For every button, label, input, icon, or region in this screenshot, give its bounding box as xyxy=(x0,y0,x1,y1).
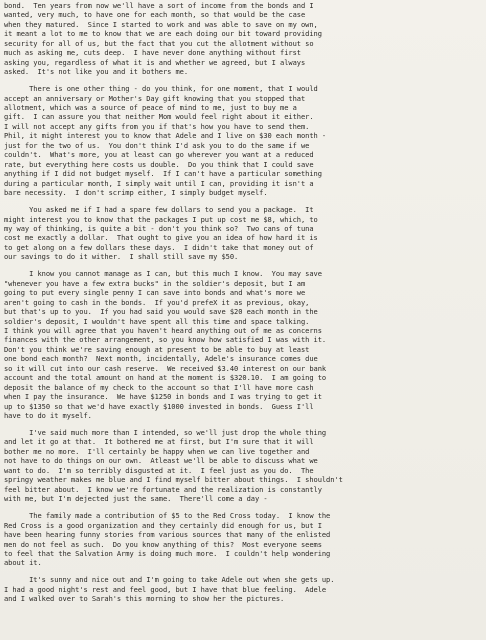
letter-line: so it will cut into our cash reserve. We received $3.40 interest on our bank xyxy=(4,363,327,373)
letter-line: I know you cannot manage as I can, but this much I know. You may save xyxy=(4,269,322,279)
letter-line: allotment, which was a source of peace of mind to me, just to buy me a xyxy=(4,103,297,113)
letter-line: "whenever you have a few extra bucks" in the soldier's deposit, but I am xyxy=(4,278,306,288)
letter-line: rate, but everything here costs us double. Do you think that I could save xyxy=(4,159,314,169)
letter-paragraph xyxy=(4,205,480,262)
letter-line: might interest you to know that the packages I put up cost me $8, which, to xyxy=(4,214,318,224)
letter-paragraph xyxy=(4,84,480,197)
letter-line: finances with the other arrangement, so you know how satisfied I was with it. xyxy=(4,335,327,345)
letter-line: wanted, very much, to have one for each month, so that would be the case xyxy=(4,10,306,20)
letter-line: much as asking me, cuts deep. I have never done anything without first xyxy=(4,48,301,58)
letter-line: aren't going to cash in the bonds. If you'd prefeX it as previous, okay, xyxy=(4,297,310,307)
letter-line: and I walked over to Sarah's this morning to show her the pictures. xyxy=(4,594,285,604)
letter-line: going to put every single penny I can save into bonds and what's more we xyxy=(4,288,306,298)
letter-line: just for the two of us. You don't think I'd ask you to do the same if we xyxy=(4,140,310,150)
letter-body xyxy=(4,1,480,604)
letter-line: The family made a contribution of $5 to the Red Cross today. I know the xyxy=(4,511,331,521)
letter-line: security for all of us, but the fact that you cut the allotment without so xyxy=(4,38,314,48)
letter-line: anything if I did not budget myself. If I can't have a particular something xyxy=(4,169,322,179)
letter-paragraph xyxy=(4,1,480,77)
letter-line: I will not accept any gifts from you if that's how you have to send them. xyxy=(4,121,310,131)
letter-line: and let it go at that. It bothered me at first, but I'm sure that it will xyxy=(4,437,314,447)
letter-line: account and the total amount on hand at the moment is $320.10. I am going to xyxy=(4,373,327,383)
letter-line: gift. I can assure you that neither Mom would feel right about it either. xyxy=(4,112,314,122)
letter-line: It's sunny and nice out and I'm going to take Adele out when she gets up. xyxy=(4,575,335,585)
letter-line: accept an anniversary or Mother's Day gift knowing that you stopped that xyxy=(4,93,306,103)
letter-line: my way of thinking, is quite a bit - don't you think so? Two cans of tuna xyxy=(4,223,314,233)
letter-line: men do not feel as such. Do you know anything of this? Most everyone seems xyxy=(4,539,322,549)
letter-line: bare necessity. I don't scrimp either, I simply budget myself. xyxy=(4,188,268,198)
letter-line: I think you will agree that you haven't heard anything out of me as concerns xyxy=(4,326,322,335)
letter-line: soldier's deposit, I wouldn't have spent all this time and space talking. xyxy=(4,316,310,326)
letter-paragraph xyxy=(4,575,480,603)
letter-line: when they matured. Since I started to work and was able to save on my own, xyxy=(4,19,318,29)
letter-line: one bond each month? Next month, incidentally, Adele's insurance comes due xyxy=(4,354,318,364)
letter-line: not have to do things on our own. Atleast we'll be able to discuss what we xyxy=(4,456,318,466)
letter-line: up to $1350 so that we'd have exactly $1000 invested in bonds. Guess I'll xyxy=(4,401,314,411)
letter-line: asked. It's not like you and it bothers me. xyxy=(4,67,189,77)
letter-line: I had a good night's rest and feel good, but I have that blue feeling. Adele xyxy=(4,584,327,594)
letter-line: about it. xyxy=(4,558,42,568)
letter-paragraph xyxy=(4,511,480,568)
letter-line: Phil, it might interest you to know that Adele and I live on $30 each month - xyxy=(4,131,327,141)
letter-line: asking you, regardless of what it is and whether we agreed, but I always xyxy=(4,57,306,67)
letter-line: There is one other thing - do you think, for one moment, that I would xyxy=(4,84,318,94)
letter-line: springy weather makes me blue and I find myself bitter about things. I shouldn't xyxy=(4,475,343,485)
letter-line: want to do. I'm so terribly disgusted at it. I feel just as you do. The xyxy=(4,465,314,475)
letter-line: feel bitter about. I know we're fortunate and the realization is constantly xyxy=(4,484,322,494)
letter-paragraph xyxy=(4,269,480,420)
letter-line: with me, but I'm dejected just the same. There'll come a day - xyxy=(4,494,268,504)
letter-line: Red Cross is a good organization and they certainly did enough for us, but I xyxy=(4,520,322,530)
letter-line: it meant a lot to me to know that we are each doing our bit toward providing xyxy=(4,29,322,39)
letter-line: to get along on a few dollars these days. I didn't take that money out of xyxy=(4,242,314,252)
letter-line: when I pay the insurance. We have $1250 in bonds and I was trying to get it xyxy=(4,392,322,402)
letter-line: cost me exactly a dollar. That ought to give you an idea of how hard it is xyxy=(4,233,318,243)
letter-line: Don't you think we're saving enough at present to be able to buy at least xyxy=(4,344,310,354)
letter-line: bother me no more. I'll certainly be happy when we can live together and xyxy=(4,446,310,456)
letter-line: bond. Ten years from now we'll have a sort of income from the bonds and I xyxy=(4,1,314,10)
letter-line: have been hearing funny stories from various sources that many of the enlisted xyxy=(4,530,331,540)
letter-line: to feel that the Salvation Army is doing much more. I couldn't help wondering xyxy=(4,548,331,558)
letter-line: You asked me if I had a spare few dollars to send you a package. It xyxy=(4,205,314,215)
letter-line: deposit the balance of my check to the account so that I'll have more cash xyxy=(4,382,314,392)
letter-line: during a particular month, I simply wait until I can, providing it isn't a xyxy=(4,178,314,188)
letter-paragraph xyxy=(4,428,480,504)
letter-line: I've said much more than I intended, so we'll just drop the whole thing xyxy=(4,428,327,438)
letter-line: have to do it myself. xyxy=(4,411,92,421)
letter-line: but that's up to you. If you had said you would save $20 each month in the xyxy=(4,307,318,317)
letter-line: our savings to do it wither. I shall still save my $50. xyxy=(4,252,239,262)
letter-line: couldn't. What's more, you at least can go wherever you want at a reduced xyxy=(4,150,314,160)
